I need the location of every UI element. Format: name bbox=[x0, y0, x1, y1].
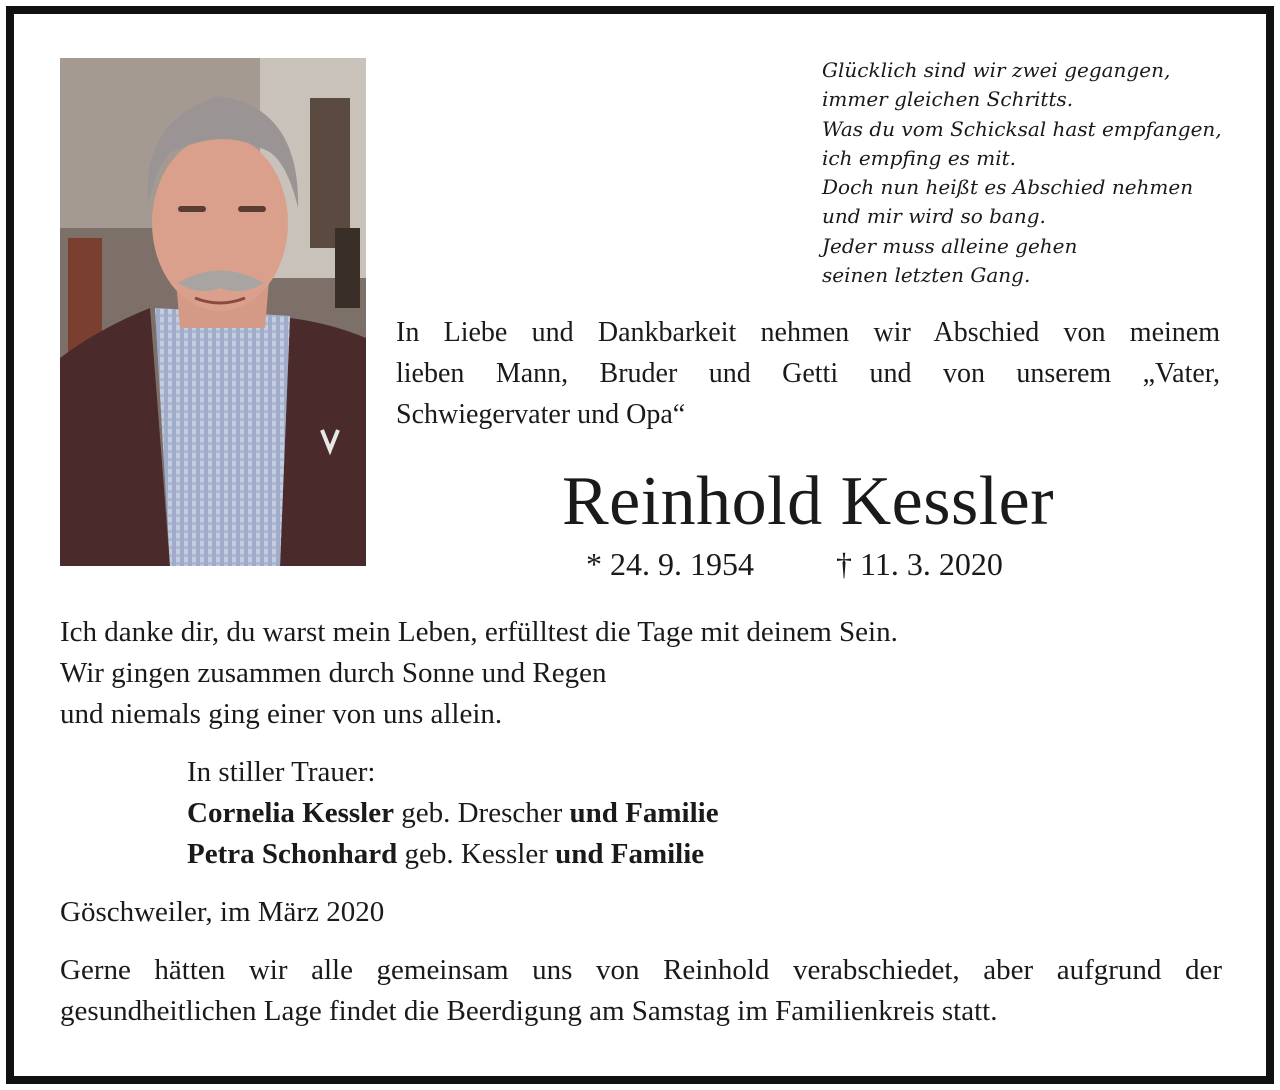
mourner-name: Petra Schonhard bbox=[187, 838, 398, 870]
mourners-block bbox=[187, 752, 1087, 875]
mourners-heading: In stiller Trauer: bbox=[187, 756, 376, 788]
note-line: gesundheitlichen Lage findet die Beerdigung am Samstag im Familienkreis statt. bbox=[60, 995, 998, 1027]
death-date: † 11. 3. 2020 bbox=[836, 546, 1003, 582]
deceased-name: Reinhold Kessler bbox=[561, 463, 1055, 540]
poem bbox=[822, 56, 1242, 290]
mourner-suffix: und Familie bbox=[569, 797, 719, 829]
funeral-note bbox=[60, 950, 1222, 1032]
mourner-nee: geb. Kessler bbox=[404, 838, 548, 870]
poem-line: und mir wird so bang. bbox=[822, 204, 1046, 229]
gratitude-line: Ich danke dir, du warst mein Leben, erfülltest die Tage mit deinem Sein. bbox=[60, 616, 898, 648]
poem-line: Jeder muss alleine gehen bbox=[822, 233, 1078, 258]
intro-line: lieben Mann, Bruder und Getti und von unserem „Vater, bbox=[396, 358, 1220, 389]
intro-line: Schwiegervater und Opa“ bbox=[396, 399, 686, 430]
intro-line: In Liebe und Dankbarkeit nehmen wir Abschied von meinem bbox=[396, 317, 1220, 348]
gratitude-verse bbox=[60, 612, 1220, 735]
mourner-nee: geb. Drescher bbox=[401, 797, 563, 829]
poem-line: immer gleichen Schritts. bbox=[822, 87, 1074, 112]
mourner-suffix: und Familie bbox=[555, 838, 705, 870]
birth-date: * 24. 9. 1954 bbox=[586, 546, 754, 582]
farewell-intro bbox=[396, 312, 1220, 435]
note-line: Gerne hätten wir alle gemeinsam uns von Reinhold verabschiedet, aber aufgrund der bbox=[60, 954, 1222, 986]
mourner-entry bbox=[187, 834, 1087, 875]
poem-line: ich empfing es mit. bbox=[822, 145, 1017, 170]
poem-line: Was du vom Schicksal hast empfangen, bbox=[822, 116, 1222, 141]
gratitude-line: und niemals ging einer von uns allein. bbox=[60, 698, 503, 730]
gratitude-line: Wir gingen zusammen durch Sonne und Regen bbox=[60, 657, 607, 689]
mourner-entry bbox=[187, 793, 1087, 834]
portrait-image bbox=[60, 58, 366, 566]
place-date: Göschweiler, im März 2020 bbox=[60, 896, 385, 928]
mourner-name: Cornelia Kessler bbox=[187, 797, 394, 829]
poem-line: seinen letzten Gang. bbox=[822, 263, 1031, 288]
portrait-photo bbox=[60, 58, 366, 566]
poem-line: Doch nun heißt es Abschied nehmen bbox=[822, 175, 1194, 200]
poem-line: Glücklich sind wir zwei gegangen, bbox=[822, 58, 1171, 82]
